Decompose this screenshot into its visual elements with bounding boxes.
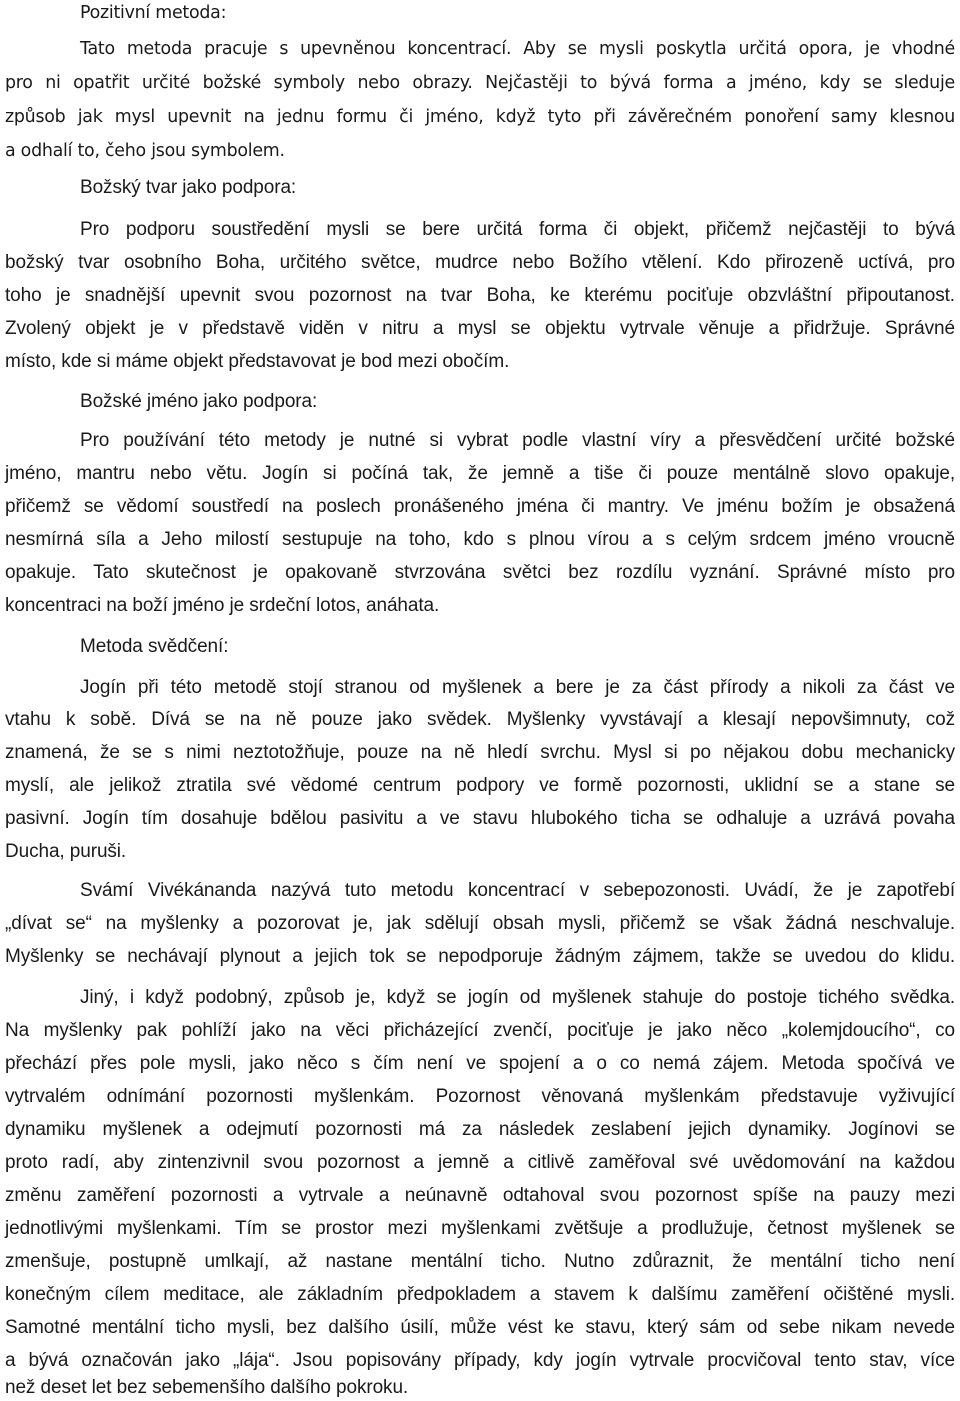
paragraph-line: Jiný, i když podobný, způsob je, když se jogín od myšlenek stahuje do postoje tichého svědka. [80,987,955,1008]
paragraph-line: jednotlivými myšlenkami. Tím se prostor mezi myšlenkami zvětšuje a prodlužuje, četnost myšlenek se [5,1218,955,1239]
paragraph-line: konečným cílem meditace, ale základním předpokladem a stavem k dalšímu zaměření očištěné mysli. [5,1284,955,1305]
paragraph-line: „dívat se“ na myšlenky a pozorovat je, jak sdělují obsah mysli, přičemž se však žádná neschvaluje. [5,913,955,934]
paragraph-line: myslí, ale jelikož ztratila své vědomé centrum podpory ve formě pozornosti, uklidní se a stane se [5,775,955,796]
paragraph-line: přechází přes pole mysli, jako něco s čím není ve spojení a o co nemá zájem. Metoda spočívá ve [5,1053,955,1074]
paragraph-line: opakuje. Tato skutečnost je opakovaně stvrzována světci bez rozdílu vyznání. Správné místo pro [5,562,955,583]
paragraph-line: Zvolený objekt je v představě viděn v nitru a mysl se objektu vytrvale věnuje a přidržuje. Správné [5,318,955,339]
paragraph-line: a bývá označován jako „lája“. Jsou popisovány případy, kdy jogín vytrvale procvičoval tento stav, více [5,1350,955,1371]
paragraph-line: Jogín při této metodě stojí stranou od myšlenek a bere je za část přírody a nikoli za část ve [80,677,955,698]
paragraph-line: místo, kde si máme objekt představovat je bod mezi obočím. [5,351,510,372]
section-heading-text: Božský tvar jako podpora: [80,177,297,198]
paragraph-line: přičemž se vědomí soustředí na poslech pronášeného jména či mantry. Ve jménu božím je obsažená [5,496,955,517]
paragraph-line: a odhalí to, čeho jsou symbolem. [5,141,285,161]
paragraph-line: božský tvar osobního Boha, určitého světce, mudrce nebo Božího vtělení. Kdo přirozeně uctívá, pro [5,252,955,273]
paragraph-line: dynamiku myšlenek a odejmutí pozornosti má za následek zeslabení jejich dynamiky. Jogínovi se [5,1119,955,1140]
paragraph-line: Pro používání této metody je nutné si vybrat podle vlastní víry a přesvědčení určité božské [80,430,955,451]
paragraph-line: toho je snadnější upevnit svou pozornost na tvar Boha, ke kterému pociťuje obzvláštní připoutanost. [5,285,955,306]
paragraph-line: zmenšuje, postupně umlkají, až nastane mentální ticho. Nutno zdůraznit, že mentální ticho není [5,1251,955,1272]
paragraph-line: Svámí Vivékánanda nazývá tuto metodu koncentrací v sebepozonosti. Uvádí, že je zapotřebí [80,880,955,901]
paragraph-line: změnu zaměření pozornosti a vytrvale a neúnavně odtahoval svou pozornost spíše na pauzy mezi [5,1185,955,1206]
section-heading-text: Božské jméno jako podpora: [80,391,318,412]
paragraph-line: než deset let bez sebemenšího dalšího pokroku. [5,1377,409,1398]
paragraph-line: znamená, že se s nimi neztotožňuje, pouze na ně hledí svrchu. Mysl si po nějakou dobu mechanicky [5,742,955,763]
paragraph-line: jméno, mantru nebo větu. Jogín si počíná tak, že jemně a tiše či pouze mentálně slovo opakuje, [5,463,955,484]
paragraph-line: pro ni opatřit určité božské symboly nebo obrazy. Nejčastěji to bývá forma a jméno, kdy se sleduje [5,73,955,93]
paragraph-line: Samotné mentální ticho mysli, bez dalšího úsilí, může vést ke stavu, který sám od sebe nikam nevede [5,1317,955,1338]
paragraph-line: Na myšlenky pak pohlíží jako na věci přicházející zvenčí, pociťuje je jako něco „kolemjdoucího“, co [5,1020,955,1041]
section-heading-text: Pozitivní metoda: [80,3,227,23]
paragraph-line: pasivní. Jogín tím dosahuje bdělou pasivitu a ve stavu hlubokého ticha se odhaluje a uzrává povaha [5,808,955,829]
paragraph-line: proto radí, aby zintenzivnil svou pozornost a jemně a citlivě zaměřoval své uvědomování na každou [5,1152,955,1173]
section-heading-text: Metoda svědčení: [80,636,229,657]
paragraph-line: Pro podporu soustředění mysli se bere určitá forma či objekt, přičemž nejčastěji to bývá [80,219,955,240]
paragraph-line: vtahu k sobě. Dívá se na ně pouze jako svědek. Myšlenky vyvstávají a klesají nepovšimnuty, což [5,709,955,730]
paragraph-line: vytrvalém odnímání pozornosti myšlenkám. Pozornost věnovaná myšlenkám představuje vyživující [5,1086,955,1107]
paragraph-line: způsob jak mysl upevnit na jednu formu či jméno, když tyto při závěrečném ponoření samy klesnou [5,107,955,127]
paragraph-line: Myšlenky se nechávají plynout a jejich tok se nepodporuje žádným zájmem, takže se uvedou do klidu. [5,946,955,967]
paragraph-line: Tato metoda pracuje s upevněnou koncentrací. Aby se mysli poskytla určitá opora, je vhodné [80,39,955,59]
paragraph-line: koncentraci na boží jméno je srdeční lotos, anáhata. [5,595,440,616]
paragraph-line: Ducha, puruši. [5,841,127,862]
paragraph-line: nesmírná síla a Jeho milostí sestupuje na toho, kdo s plnou vírou a s celým srdcem jméno vroucně [5,529,955,550]
